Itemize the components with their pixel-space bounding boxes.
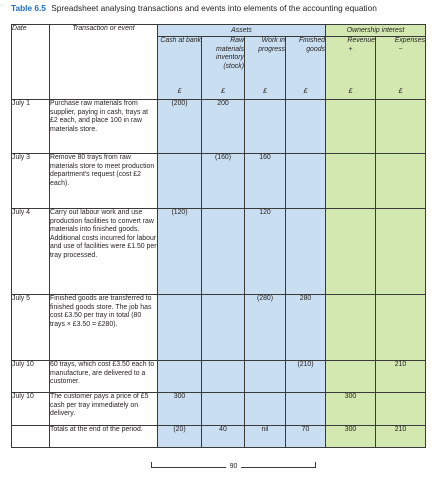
- cash-cell: (120): [158, 209, 202, 295]
- event-header: Transaction or event: [50, 25, 158, 100]
- work-in-progress-cell: 120: [245, 209, 286, 295]
- row-date: July 5: [12, 295, 50, 361]
- finished-goods-cell: [286, 209, 326, 295]
- table-row: [12, 100, 426, 154]
- date-header: Date: [12, 25, 50, 100]
- row-date: July 4: [12, 209, 50, 295]
- revenue-cell: 300: [326, 393, 376, 426]
- accounting-equation-table: [11, 24, 426, 448]
- row-event: The customer pays a price of £5 cash per tray immediately on delivery.: [50, 393, 158, 426]
- expenses-cell: 210: [376, 426, 426, 448]
- expenses-cell: [376, 295, 426, 361]
- work-in-progress-cell: (280): [245, 295, 286, 361]
- finished-goods-cell: 280: [286, 295, 326, 361]
- work-in-progress-cell: nil: [245, 426, 286, 448]
- row-date: [12, 426, 50, 448]
- table-row: [12, 361, 426, 393]
- col-header-revenue: Revenue + £: [326, 37, 376, 100]
- ownership-header: Ownership interest: [326, 25, 426, 37]
- revenue-cell: [326, 361, 376, 393]
- table-row: [12, 209, 426, 295]
- table-number: Table 6.5: [11, 3, 46, 13]
- work-in-progress-cell: [245, 100, 286, 154]
- col-header-finished-goods: Finished goods £: [286, 37, 326, 100]
- table-title: Spreadsheet analysing transactions and events into elements of the accounting equation: [51, 3, 377, 13]
- revenue-cell: [326, 209, 376, 295]
- finished-goods-cell: [286, 393, 326, 426]
- expenses-cell: [376, 393, 426, 426]
- work-in-progress-cell: 160: [245, 154, 286, 209]
- cash-cell: (20): [158, 426, 202, 448]
- revenue-cell: [326, 154, 376, 209]
- work-in-progress-cell: [245, 393, 286, 426]
- raw-materials-cell: 40: [202, 426, 245, 448]
- raw-materials-cell: [202, 393, 245, 426]
- col-header-expenses: Expenses − £: [376, 37, 426, 100]
- finished-goods-cell: 70: [286, 426, 326, 448]
- expenses-cell: [376, 209, 426, 295]
- table-row: [12, 154, 426, 209]
- table-caption: [11, 3, 377, 13]
- expenses-cell: 210: [376, 361, 426, 393]
- expenses-cell: [376, 154, 426, 209]
- row-event: Totals at the end of the period.: [50, 426, 158, 448]
- cash-cell: [158, 295, 202, 361]
- finished-goods-cell: [286, 100, 326, 154]
- bracket-tick-right: [315, 462, 316, 467]
- cash-cell: [158, 361, 202, 393]
- cash-cell: 300: [158, 393, 202, 426]
- assets-total-value: 90: [226, 463, 242, 470]
- table-row: [12, 295, 426, 361]
- row-event: Remove 80 trays from raw materials store to meet production department's request (cost £2 each).: [50, 154, 158, 209]
- raw-materials-cell: [202, 209, 245, 295]
- raw-materials-cell: [202, 295, 245, 361]
- row-event: Purchase raw materials from supplier, paying in cash, trays at £2 each, and place 100 in raw materials store.: [50, 100, 158, 154]
- row-event: Carry out labour work and use production facilities to convert raw materials into finished goods. Additional costs incurred for labour and use of facilities were £1.50 per tray processed.: [50, 209, 158, 295]
- raw-materials-cell: (160): [202, 154, 245, 209]
- col-header-raw-materials: Raw materials inventory (stock) £: [202, 37, 245, 100]
- revenue-cell: 300: [326, 426, 376, 448]
- row-event: Finished goods are transferred to finished goods store. The job has cost £3.50 per tray in total (80 trays × £3.50 = £280).: [50, 295, 158, 361]
- row-date: July 3: [12, 154, 50, 209]
- expenses-cell: [376, 100, 426, 154]
- work-in-progress-cell: [245, 361, 286, 393]
- assets-header: Assets: [158, 25, 326, 37]
- revenue-cell: [326, 295, 376, 361]
- row-date: July 10: [12, 361, 50, 393]
- bracket-tick-left: [151, 462, 152, 467]
- table-row: [12, 393, 426, 426]
- raw-materials-cell: 200: [202, 100, 245, 154]
- col-header-cash: Cash at bank £: [158, 37, 202, 100]
- finished-goods-cell: (210): [286, 361, 326, 393]
- row-date: July 10: [12, 393, 50, 426]
- cash-cell: (200): [158, 100, 202, 154]
- cash-cell: [158, 154, 202, 209]
- revenue-cell: [326, 100, 376, 154]
- row-date: July 1: [12, 100, 50, 154]
- table-row: [12, 426, 426, 448]
- assets-total-bracket: [151, 464, 316, 472]
- col-header-work-in-progress: Work in progress £: [245, 37, 286, 100]
- row-event: 60 trays, which cost £3.50 each to manufacture, are delivered to a customer.: [50, 361, 158, 393]
- finished-goods-cell: [286, 154, 326, 209]
- raw-materials-cell: [202, 361, 245, 393]
